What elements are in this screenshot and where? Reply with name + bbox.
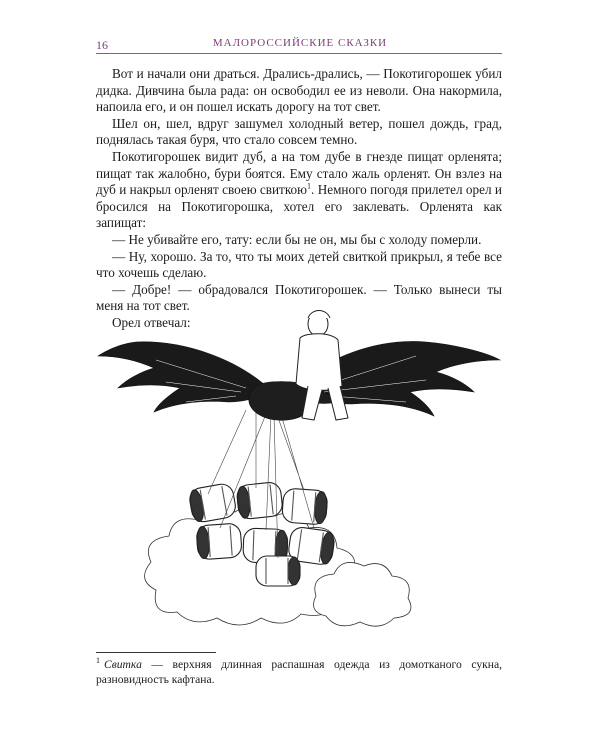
eagle-illustration bbox=[96, 290, 502, 630]
paragraph: Шел он, шел, вдруг зашумел холодный ветер, пошел дождь, град, поднялась такая буря, что стало совсем темно. bbox=[96, 115, 502, 148]
footnote-reference[interactable]: 1 bbox=[307, 181, 312, 191]
header-rule bbox=[96, 53, 502, 54]
footnote-rule bbox=[96, 652, 216, 653]
paragraph-text: . Немного погодя прилетел орел и бросился на Покотигорошка, хотел его заклевать. Орленята как запищат: bbox=[96, 182, 502, 231]
footnote-definition: — верхняя длинная распашная одежда из домотканого сукна, разновидность кафтана. bbox=[96, 658, 502, 686]
page-number: 16 bbox=[96, 38, 108, 52]
footnote bbox=[96, 658, 502, 687]
footnote-marker: 1 bbox=[96, 656, 100, 666]
running-head: МАЛОРОССИЙСКИЕ СКАЗКИ bbox=[212, 37, 388, 49]
paragraph: — Не убивайте его, тату: если бы не он, мы бы с холоду померли. bbox=[112, 231, 482, 247]
paragraph bbox=[96, 149, 502, 232]
paragraph-text: Покотигорошек видит дуб, а на том дубе в гнезде пищат орленята; пищат так жалобно, бури боятся. Ему стало жаль орленят. Он взлез на дуб и накрыл орленят своею свиткою bbox=[96, 148, 502, 198]
paragraph: — Ну, хорошо. За то, что ты моих детей свиткой прикрыл, я тебе все что хочешь сделаю. bbox=[96, 248, 502, 281]
footnote-term: Свитка bbox=[104, 658, 142, 671]
paragraph: Вот и начали они драться. Дрались-дрались, — Покотигорошек убил дидка. Дивчина была рада: он освободил ее из неволи. Она накормила, напоила его, и он пошел искать дорогу на тот свет. bbox=[96, 66, 502, 115]
paragraph: — Добре! — обрадовался Покотигорошек. — Только вынеси ты меня на тот свет. bbox=[96, 281, 502, 314]
paragraph: Орел отвечал: bbox=[112, 314, 191, 330]
